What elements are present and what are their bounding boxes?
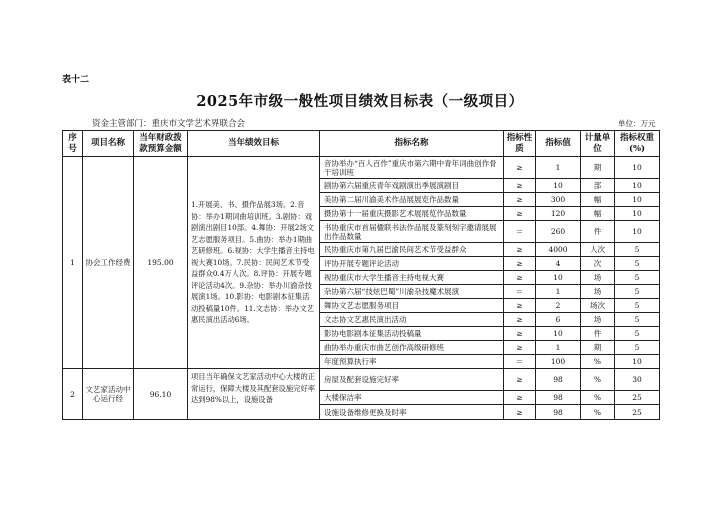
indicator-unit: 场次 [581, 299, 615, 313]
indicator-weight: 5 [615, 327, 660, 341]
indicator-name: 视协重庆市大学生播音主持电视大赛 [320, 271, 504, 285]
indicator-name: 美协第二届川渝美术作品展展览作品数量 [320, 193, 504, 207]
page-title: 2025年市级一般性项目绩效目标表（一级项目） [196, 93, 524, 110]
indicator-unit: 次 [581, 257, 615, 271]
department-label: 资金主管部门：重庆市文学艺术界联合会 [92, 119, 246, 129]
indicator-name: 舞协文艺志愿服务项目 [320, 299, 504, 313]
indicator-value: 98 [536, 405, 581, 420]
performance-table [62, 130, 660, 420]
indicator-unit: % [581, 355, 615, 369]
indicator-nature: ≥ [504, 271, 536, 285]
indicator-name: 杂协第六届“技炫巴蜀”川渝杂技魔术展演 [320, 285, 504, 299]
indicator-value: 6 [536, 313, 581, 327]
indicator-weight: 5 [615, 285, 660, 299]
indicator-weight: 25 [615, 391, 660, 405]
indicator-nature: ≥ [504, 369, 536, 391]
indicator-unit: % [581, 369, 615, 391]
indicator-unit: 期 [581, 157, 615, 179]
indicator-unit: % [581, 391, 615, 405]
indicator-weight: 5 [615, 257, 660, 271]
indicator-value: 260 [536, 221, 581, 243]
indicator-unit: 部 [581, 179, 615, 193]
indicator-unit: 幅 [581, 207, 615, 221]
indicator-unit: 期 [581, 341, 615, 355]
table-row [63, 157, 660, 179]
indicator-name: 大楼保洁率 [320, 391, 504, 405]
indicator-unit: 件 [581, 221, 615, 243]
col-header: 指标值 [536, 131, 581, 157]
indicator-value: 2 [536, 299, 581, 313]
col-header: 指标权重(%) [615, 131, 660, 157]
indicator-unit: 场 [581, 313, 615, 327]
col-header: 当年绩效目标 [188, 131, 320, 157]
col-header: 计量单位 [581, 131, 615, 157]
indicator-weight: 10 [615, 193, 660, 207]
indicator-weight: 10 [615, 207, 660, 221]
indicator-name: 音协举办“百人百作”重庆市第六期中青年词曲创作骨干培训班 [320, 157, 504, 179]
indicator-nature: ＝ [504, 221, 536, 243]
indicator-name: 剧协第六届重庆青年戏剧演出季展演剧目 [320, 179, 504, 193]
indicator-nature: ≥ [504, 299, 536, 313]
indicator-nature: ≥ [504, 327, 536, 341]
indicator-unit: 件 [581, 327, 615, 341]
indicator-name: 影协电影剧本征集活动投稿量 [320, 327, 504, 341]
indicator-value: 1 [536, 285, 581, 299]
indicator-nature: ≥ [504, 207, 536, 221]
indicator-value: 300 [536, 193, 581, 207]
indicator-name: 书协重庆市首届楹联书法作品展及篆刻刻字邀请展展出作品数量 [320, 221, 504, 243]
indicator-weight: 10 [615, 355, 660, 369]
row-number: 2 [63, 369, 83, 420]
project-name: 文艺家活动中心运行经 [83, 369, 134, 420]
indicator-weight: 5 [615, 313, 660, 327]
indicator-value: 100 [536, 355, 581, 369]
indicator-value: 4 [536, 257, 581, 271]
indicator-weight: 5 [615, 341, 660, 355]
indicator-unit: 幅 [581, 193, 615, 207]
indicator-unit: % [581, 405, 615, 420]
indicator-weight: 30 [615, 369, 660, 391]
indicator-weight: 10 [615, 179, 660, 193]
col-header: 指标名称 [320, 131, 504, 157]
indicator-name: 文志协文艺惠民演出活动 [320, 313, 504, 327]
indicator-value: 4000 [536, 243, 581, 257]
unit-label: 单位：万元 [618, 119, 656, 128]
indicator-weight: 10 [615, 157, 660, 179]
indicator-value: 1 [536, 341, 581, 355]
indicator-weight: 5 [615, 299, 660, 313]
performance-goal: 项目当年确保文艺家活动中心大楼的正常运行，保障大楼及其配套设施完好率达到98%以上，设施设备 [188, 369, 320, 420]
indicator-value: 10 [536, 327, 581, 341]
indicator-name: 房屋及配套设施完好率 [320, 369, 504, 391]
indicator-name: 设施设备维修更换及时率 [320, 405, 504, 420]
row-number: 1 [63, 157, 83, 369]
indicator-unit: 场 [581, 271, 615, 285]
project-name: 协会工作经费 [83, 157, 134, 369]
indicator-value: 10 [536, 271, 581, 285]
col-header: 指标性质 [504, 131, 536, 157]
indicator-nature: ≥ [504, 257, 536, 271]
indicator-value: 1 [536, 157, 581, 179]
budget-amount: 96.10 [134, 369, 188, 420]
indicator-nature: ≥ [504, 391, 536, 405]
budget-amount: 195.00 [134, 157, 188, 369]
indicator-nature: ＝ [504, 355, 536, 369]
indicator-nature: ＝ [504, 285, 536, 299]
indicator-unit: 人次 [581, 243, 615, 257]
table-row [63, 369, 660, 391]
indicator-name: 年度预算执行率 [320, 355, 504, 369]
indicator-nature: ≥ [504, 193, 536, 207]
indicator-weight: 5 [615, 271, 660, 285]
indicator-value: 10 [536, 179, 581, 193]
indicator-value: 120 [536, 207, 581, 221]
indicator-weight: 25 [615, 405, 660, 420]
indicator-nature: ≥ [504, 179, 536, 193]
indicator-name: 评协开展专题评论活动 [320, 257, 504, 271]
indicator-name: 摄协第十一届重庆摄影艺术展展览作品数量 [320, 207, 504, 221]
header-row [63, 131, 660, 157]
col-header: 序号 [63, 131, 83, 157]
indicator-nature: ≥ [504, 313, 536, 327]
indicator-value: 98 [536, 369, 581, 391]
indicator-nature: ≥ [504, 405, 536, 420]
col-header: 当年财政拨款预算金额 [134, 131, 188, 157]
indicator-nature: ≥ [504, 157, 536, 179]
indicator-nature: ≥ [504, 243, 536, 257]
performance-goal: 1.开展美、书、摄作品展3场。2.音协：举办1期词曲培训班。3.剧协：戏剧演出剧目10部。4.舞协：开展2场文艺志愿服务项目。5.曲协：举办1期曲艺研修班。6.视协：大学生播音主持电视大赛10场。7.民协：民间艺术节受益群众0.4万人次。8.评协：开展专题评论活动4次。9.杂协：举办川渝杂技展演1场。10.影协：电影剧本征集活动投稿量10件。11.文志协：举办文艺惠民演出活动6场。 [188, 157, 320, 369]
indicator-value: 98 [536, 391, 581, 405]
col-header: 项目名称 [83, 131, 134, 157]
indicator-name: 曲协举办重庆市曲艺创作高级研修班 [320, 341, 504, 355]
table-tag: 表十二 [62, 75, 90, 85]
indicator-nature: ≥ [504, 341, 536, 355]
indicator-weight: 5 [615, 243, 660, 257]
indicator-unit: 场 [581, 285, 615, 299]
indicator-weight: 10 [615, 221, 660, 243]
indicator-name: 民协重庆市第九届巴渝民间艺术节受益群众 [320, 243, 504, 257]
